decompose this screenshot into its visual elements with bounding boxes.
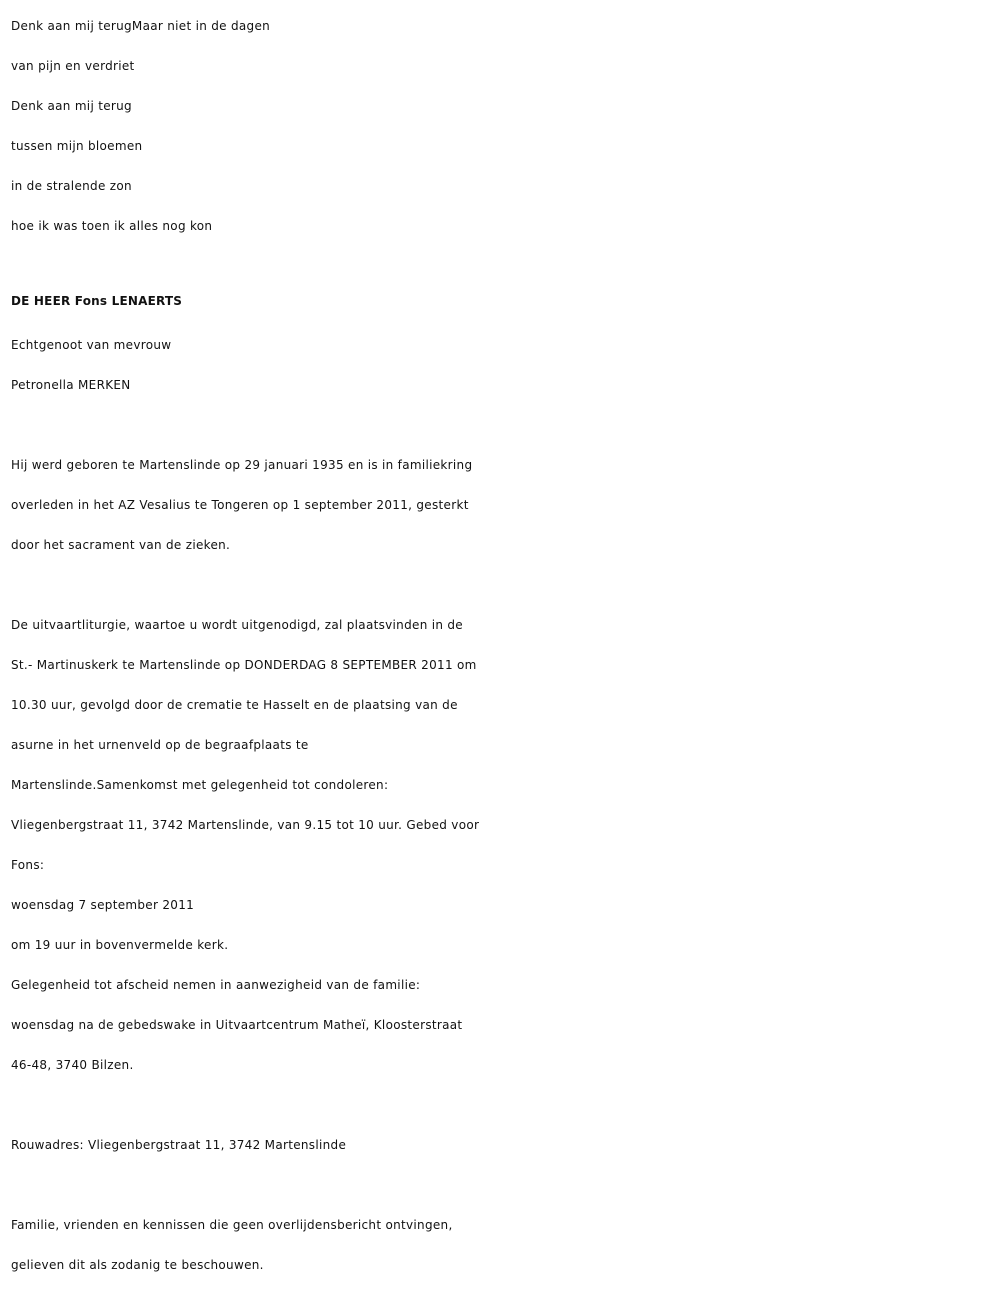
paragraph-line: Vliegenbergstraat 11, 3742 Martenslinde, van 9.15 tot 10 uur. Gebed voor [11, 818, 480, 832]
poem-line: van pijn en verdriet [11, 59, 135, 73]
paragraph-line: De uitvaartliturgie, waartoe u wordt uitgenodigd, zal plaatsvinden in de [11, 618, 463, 632]
paragraph-line: overleden in het AZ Vesalius te Tongeren op 1 september 2011, gesterkt [11, 498, 469, 512]
paragraph-line: Gelegenheid tot afscheid nemen in aanwezigheid van de familie: [11, 978, 421, 992]
paragraph-line: 10.30 uur, gevolgd door de crematie te Hasselt en de plaatsing van de [11, 698, 458, 712]
paragraph-line: Familie, vrienden en kennissen die geen overlijdensbericht ontvingen, [11, 1218, 453, 1232]
birth-death-paragraph [11, 445, 993, 565]
paragraph-line: asurne in het urnenveld op de begraafplaats te [11, 738, 309, 752]
poem-line: hoe ik was toen ik alles nog kon [11, 219, 213, 233]
poem-line: tussen mijn bloemen [11, 139, 143, 153]
mourning-address [11, 1125, 993, 1165]
poem-line: in de stralende zon [11, 179, 132, 193]
obituary-notice [11, 6, 993, 1285]
paragraph-line: Martenslinde.Samenkomst met gelegenheid tot condoleren: [11, 778, 389, 792]
paragraph-line: St.- Martinuskerk te Martenslinde op DONDERDAG 8 SEPTEMBER 2011 om [11, 658, 477, 672]
spouse-info [11, 325, 993, 405]
paragraph-line: woensdag na de gebedswake in Uitvaartcentrum Matheï, Kloosterstraat [11, 1018, 463, 1032]
paragraph-line: 46-48, 3740 Bilzen. [11, 1058, 134, 1072]
paragraph-line: woensdag 7 september 2011 [11, 898, 195, 912]
paragraph-line: door het sacrament van de zieken. [11, 538, 231, 552]
poem [11, 6, 993, 246]
funeral-paragraph [11, 605, 993, 1085]
paragraph-line: Hij werd geboren te Martenslinde op 29 januari 1935 en is in familiekring [11, 458, 473, 472]
spouse-line: Echtgenoot van mevrouw [11, 338, 172, 352]
paragraph-line: gelieven dit als zodanig te beschouwen. [11, 1258, 264, 1272]
deceased-name: DE HEER Fons LENAERTS [11, 294, 183, 308]
poem-line: Denk aan mij terugMaar niet in de dagen [11, 19, 271, 33]
closing-paragraph [11, 1205, 993, 1285]
paragraph-line: Fons: [11, 858, 45, 872]
spouse-name: Petronella MERKEN [11, 378, 131, 392]
poem-line: Denk aan mij terug [11, 99, 132, 113]
paragraph-line: om 19 uur in bovenvermelde kerk. [11, 938, 229, 952]
mourning-address-line: Rouwadres: Vliegenbergstraat 11, 3742 Martenslinde [11, 1138, 347, 1152]
